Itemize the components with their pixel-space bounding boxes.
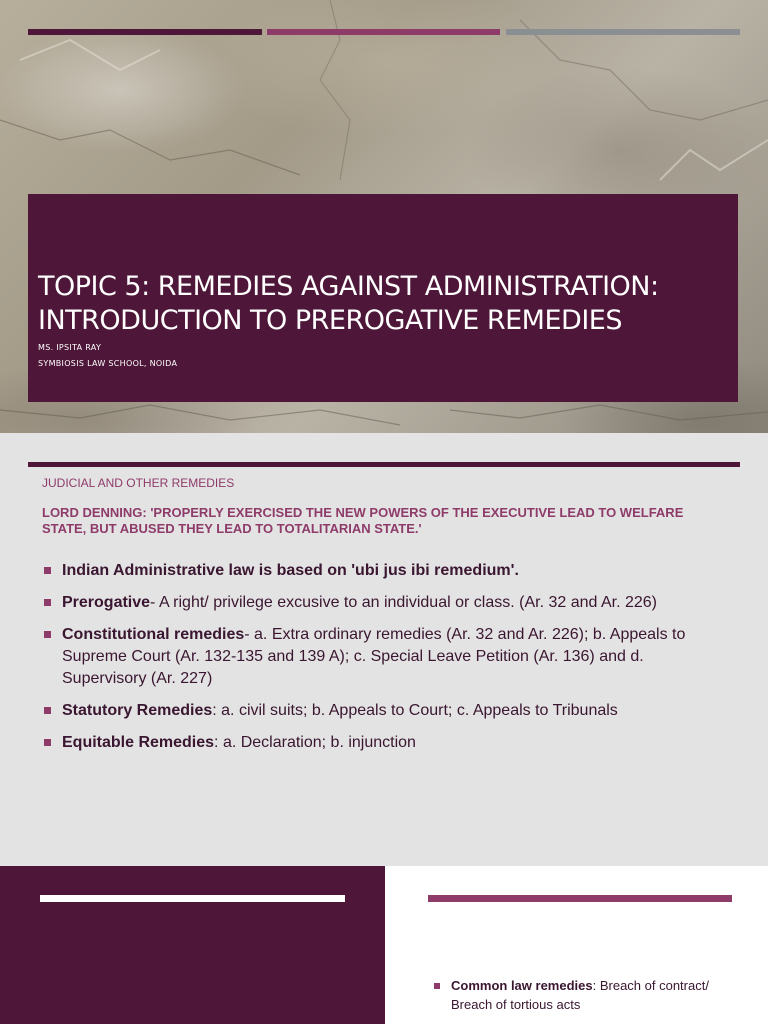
title-slide xyxy=(0,0,768,433)
list-item xyxy=(42,560,722,582)
bullet-bold: Equitable Remedies xyxy=(62,734,215,751)
slide3-white-bar xyxy=(40,895,345,902)
title-box xyxy=(28,194,738,402)
bullet-bold: Prerogative xyxy=(62,594,151,611)
bullet-bold: Constitutional remedies xyxy=(62,626,245,643)
bullet-bold: Indian Administrative law is based on 'ubi jus ibi remedium'. xyxy=(62,562,519,579)
accent-bar-magenta xyxy=(267,29,500,35)
title-line-1: TOPIC 5: REMEDIES AGAINST ADMINISTRATION: xyxy=(38,271,659,302)
denning-quote: LORD DENNING: 'PROPERLY EXERCISED THE NEW POWERS OF THE EXECUTIVE LEAD TO WELFARE STATE, BUT ABUSED THEY LEAD TO TOTALITARIAN STATE.' xyxy=(42,505,684,536)
bullet-text: - A right/ privilege excusive to an individual or class. (Ar. 32 and Ar. 226) xyxy=(150,594,657,611)
list-item xyxy=(42,732,722,754)
accent-bar-gray xyxy=(506,29,740,35)
bullet-text: - a. Extra ordinary remedies (Ar. 32 and Ar. 226); b. Appeals to Supreme Court (Ar. 132-135 and 139 A); c. Special Leave Petition (Ar. 136) and d. Supervisory (Ar. 227) xyxy=(62,626,686,687)
remedies-list xyxy=(42,560,722,764)
title-line-2: INTRODUCTION TO PREROGATIVE REMEDIES xyxy=(38,305,622,336)
list-item xyxy=(433,976,733,1014)
institution-name: SYMBIOSIS LAW SCHOOL, NOIDA xyxy=(38,359,178,368)
bullet-square-icon xyxy=(44,599,51,606)
bullet-square-icon xyxy=(434,983,440,989)
section-title: JUDICIAL AND OTHER REMEDIES xyxy=(42,476,235,490)
bullet-bold: Statutory Remedies xyxy=(62,702,213,719)
bullet-text: : a. Declaration; b. injunction xyxy=(214,734,416,751)
author-name: MS. IPSITA RAY xyxy=(38,343,102,352)
bullet-square-icon xyxy=(44,739,51,746)
list-item xyxy=(42,592,722,614)
bullet-text: : Breach of contract/ Breach of tortious acts xyxy=(451,978,709,1012)
bullet-bold: Common law remedies xyxy=(451,978,593,993)
list-item xyxy=(42,700,722,722)
bullet-square-icon xyxy=(44,631,51,638)
slide2-top-bar xyxy=(28,462,740,467)
accent-bar-plum xyxy=(28,29,262,35)
list-item xyxy=(42,624,722,690)
slide-3 xyxy=(0,866,768,1024)
bullet-square-icon xyxy=(44,707,51,714)
slide3-plum-panel xyxy=(0,866,385,1024)
content-slide xyxy=(0,433,768,866)
slide3-magenta-bar xyxy=(428,895,732,902)
bullet-square-icon xyxy=(44,567,51,574)
bullet-text: : a. civil suits; b. Appeals to Court; c. Appeals to Tribunals xyxy=(212,702,618,719)
